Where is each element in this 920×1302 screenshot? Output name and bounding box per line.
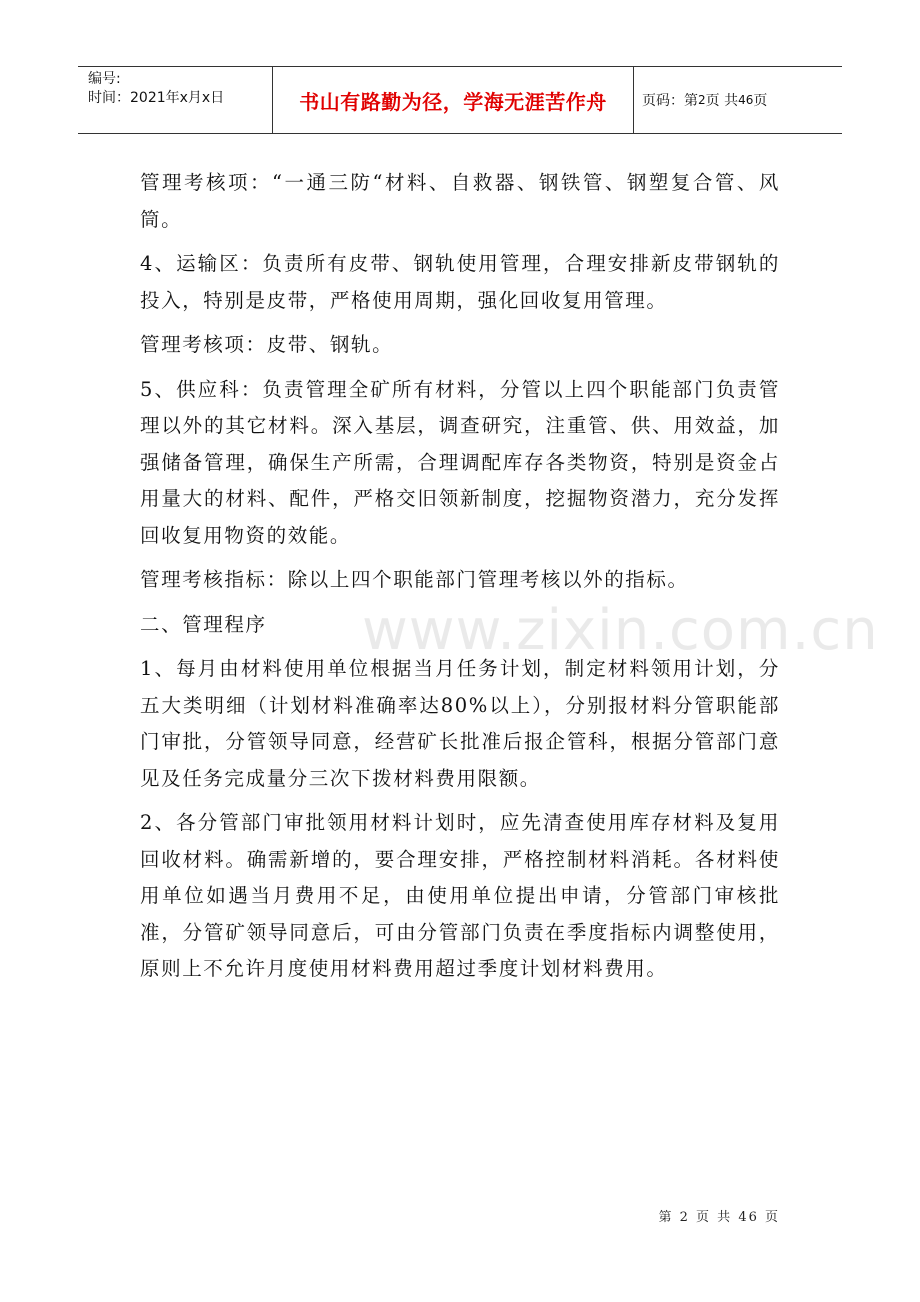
page-suffix: 页	[753, 93, 768, 109]
paragraph: 管理考核项：“一通三防“材料、自救器、钢铁管、钢塑复合管、风筒。	[140, 171, 780, 231]
page-mid: 页 共	[705, 93, 739, 109]
page-current: 2	[698, 93, 706, 107]
serial-label: 编号:	[88, 71, 121, 87]
page-total: 46	[738, 93, 754, 107]
paragraph: 5、供应科：负责管理全矿所有材料，分管以上四个职能部门负责管理以外的其它材料。深入基层，调查研究，注重管、供、用效益，加强储备管理，确保生产所需，合理调配库存各类物资，特别是资金占用量大的材料、配件，严格交旧领新制度，挖掘物资潜力，充分发挥回收复用物资的效能。	[140, 377, 780, 547]
document-body	[140, 165, 780, 996]
header-meta	[78, 67, 273, 133]
watermark: www.zixin.com.cn	[362, 598, 879, 663]
page-footer: 第 2 页 共 46 页	[658, 1210, 780, 1225]
paragraph: 2、各分管部门审批领用材料计划时，应先清查使用库存材料及复用回收材料。确需新增的，要合理安排，严格控制材料消耗。各材料使用单位如遇当月费用不足，由使用单位提出申请，分管部门审核批准，分管矿领导同意后，可由分管部门负责在季度指标内调整使用，原则上不允许月度使用材料费用超过季度计划材料费用。	[140, 811, 780, 980]
page-prefix: 页码：第	[642, 93, 698, 109]
motto-text: 书山有路勤为径，学海无涯苦作舟	[299, 89, 607, 114]
paragraph: 管理考核项：皮带、钢轨。	[140, 333, 394, 356]
paragraph: 管理考核指标：除以上四个职能部门管理考核以外的指标。	[140, 568, 689, 591]
section-heading: 二、管理程序	[140, 612, 267, 636]
header-motto	[273, 67, 634, 133]
header-page-info	[634, 67, 842, 133]
paragraph: 1、每月由材料使用单位根据当月任务计划，制定材料领用计划，分五大类明细（计划材料准确率达80%以上），分别报材料分管职能部门审批，分管领导同意，经营矿长批准后报企管科，根据分管部门意见及任务完成量分三次下拨材料费用限额。	[140, 657, 780, 790]
page-header	[78, 66, 842, 134]
time-label: 时间：2021年x月x日	[88, 90, 225, 106]
paragraph: 4、运输区：负责所有皮带、钢轨使用管理，合理安排新皮带钢轨的投入，特别是皮带，严格使用周期，强化回收复用管理。	[140, 252, 780, 312]
